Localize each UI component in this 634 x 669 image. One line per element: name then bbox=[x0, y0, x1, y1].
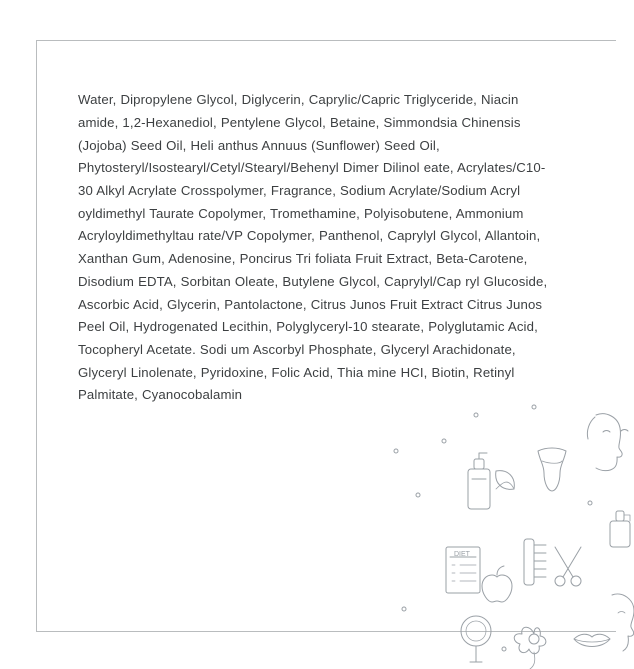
ingredients-text: Water, Dipropylene Glycol, Diglycerin, Caprylic/Capric Triglyceride, Niacin amide, 1,2-Hexanediol, Pentylene Glycol, Betaine, Simmondsia Chinensis (Jojoba) Seed Oil, Heli anthus Annuus (Sunflower) Seed Oil, Phytosteryl/Isostearyl/Cetyl/Stearyl/Behenyl Dimer Dilinol eate, Acrylates/C10-30 Alkyl Acrylate Crosspolymer, Fragrance, Sodium Acrylate/Sodium Acryl oyldimethyl Taurate Copolymer, Tromethamine, Polyisobutene, Ammonium Acryloyldimethyltau rate/VP Copolymer, Panthenol, Caprylyl Glycol, Allantoin, Xanthan Gum, Adenosine, Poncirus Tri foliata Fruit Extract, Beta-Carotene, Disodium EDTA, Sorbitan Oleate, Butylene Glycol, Caprylyl/Cap ryl Glucoside, Ascorbic Acid, Glycerin, Pantolactone, Citrus Junos Fruit Extract Citrus Junos Peel Oil, Hydrogenated Lecithin, Polyglyceryl-10 stearate, Polyglutamic Acid, Tocopheryl Acetate. Sodi um Ascorbyl Phosphate, Glyceryl Arachidonate, Glyceryl Linolenate, Pyridoxine, Folic Acid, Thia mine HCI, Biotin, Retinyl Palmitate, Cyanocobalamin bbox=[78, 92, 551, 403]
svg-text:DIET: DIET bbox=[454, 551, 470, 558]
lips-icon bbox=[574, 634, 610, 646]
flower-icon bbox=[514, 627, 546, 669]
ingredients-block bbox=[78, 76, 556, 420]
